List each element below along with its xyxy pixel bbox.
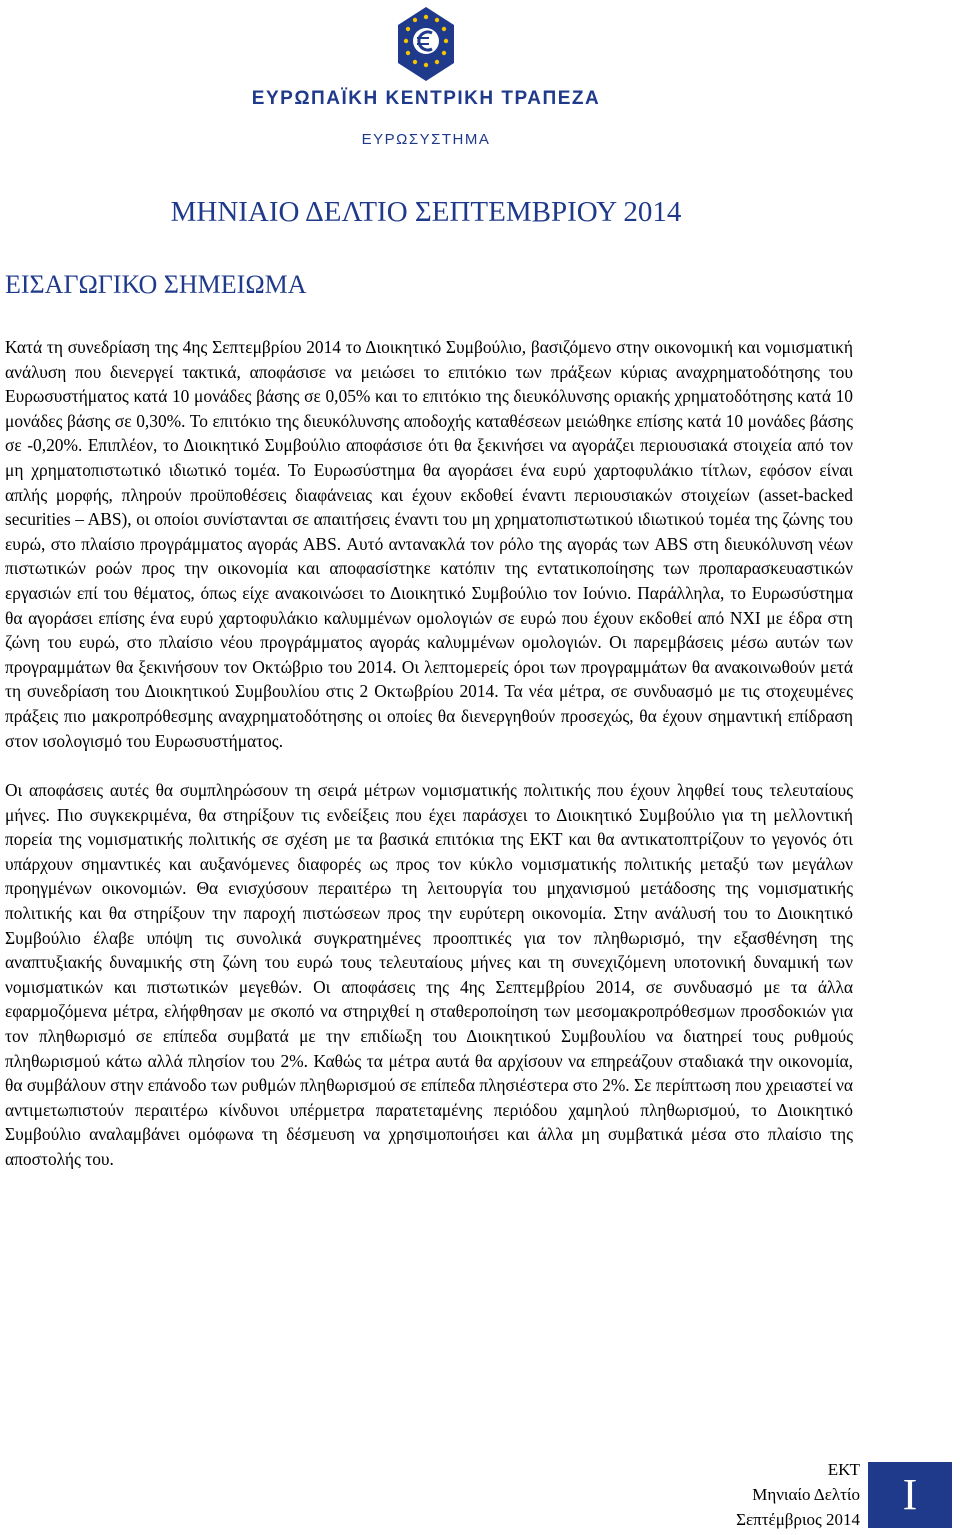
footer-publication: Μηνιαίο Δελτίο: [752, 1485, 860, 1504]
footer-date: Σεπτέμβριος 2014: [736, 1510, 860, 1529]
bank-name: ΕΥΡΩΠΑΪΚΗ ΚΕΝΤΡΙΚΗ ΤΡΑΠΕΖΑ: [251, 88, 601, 109]
document-title: ΜΗΝΙΑΙΟ ΔΕΛΤΙΟ ΣΕΠΤΕΜΒΡΙΟΥ 2014: [170, 196, 682, 228]
paragraph-1: Κατά τη συνεδρίαση της 4ης Σεπτεμβρίου 2014 το Διοικητικό Συμβούλιο, βασιζόμενο στην οικονομική και νομισματική ανάλυση που διενεργεί τακτικά, αποφάσισε να μειώσει το επιτόκιο των πράξεων κύριας αναχρηματοδότησης του Ευρωσυστήματος κατά 10 μονάδες βάσης σε 0,05% και το επιτόκιο της διευκόλυνσης οριακής χρηματοδότησης κατά 10 μονάδες βάσης σε 0,30%. Το επιτόκιο της διευκόλυνσης αποδοχής καταθέσεων μειώθηκε επίσης κατά 10 μονάδες βάσης σε -0,20%. Επιπλέον, το Διοικητικό Συμβούλιο αποφάσισε ότι θα ξεκινήσει να αγοράζει περιουσιακά στοιχεία από τον μη χρηματοπιστωτικό ιδιωτικό τομέα. Το Ευρωσύστημα θα αγοράσει ένα ευρύ χαρτοφυλάκιο τίτλων, εφόσον είναι απλής μορφής, πληρούν προϋποθέσεις διαφάνειας και έχουν εκδοθεί έναντι περιουσιακών στοιχείων (asset-backed securities – ABS), οι οποίοι συνίστανται σε απαιτήσεις έναντι του μη χρηματοπιστωτικού ιδιωτικού τομέα της ζώνης του ευρώ, στο πλαίσιο προγράμματος αγοράς ABS. Αυτό αντανακλά τον ρόλο της αγοράς των ABS στη διευκόλυνση νέων πιστωτικών ροών προς την οικονομία και αποφασίστηκε κατόπιν της εντατικοποίησης των προπαρασκευαστικών εργασιών επί του θέματος, όπως είχε ανακοινώσει το Διοικητικό Συμβούλιο τον Ιούνιο. Παράλληλα, το Ευρωσύστημα θα αγοράσει επίσης ένα ευρύ χαρτοφυλάκιο καλυμμένων ομολογιών σε ευρώ που έχουν εκδοθεί από ΝΧΙ με έδρα στη ζώνη του ευρώ, στο πλαίσιο νέου προγράμματος αγοράς καλυμμένων ομολογιών. Οι παρεμβάσεις μέσω αυτών των προγραμμάτων θα ξεκινήσουν τον Οκτώβριο του 2014. Οι λεπτομερείς όροι των προγραμμάτων θα ανακοινωθούν μετά τη συνεδρίαση του Διοικητικού Συμβουλίου στις 2 Οκτωβρίου 2014. Τα νέα μέτρα, σε συνδυασμό με τις στοχευμένες πράξεις πιο μακροπρόθεσμης αναχρηματοδότησης οι οποίες θα διενεργηθούν προσεχώς, θα έχουν σημαντική επίδραση στον ισολογισμό του Ευρωσυστήματος.: [5, 337, 853, 751]
ecb-euro-logo-icon: [394, 5, 458, 83]
paragraph-2: Οι αποφάσεις αυτές θα συμπληρώσουν τη σειρά μέτρων νομισματικής πολιτικής που έχουν ληφθεί τους τελευταίους μήνες. Πιο συγκεκριμένα, θα στηρίξουν τις ενδείξεις που έχει παράσχει το Διοικητικό Συμβούλιο για τη μελλοντική πορεία της νομισματικής πολιτικής σε σχέση με τα βασικά επιτόκια της ΕΚΤ και θα αντικατοπτρίζουν το γεγονός ότι υπάρχουν σημαντικές και αυξανόμενες διαφορές ως προς τον κύκλο νομισματικής πολιτικής μεταξύ των μεγάλων προηγμένων οικονομιών. Θα ενισχύσουν περαιτέρω τη λειτουργία του μηχανισμού μετάδοσης της νομισματικής πολιτικής και θα στηρίξουν την παροχή πιστώσεων προς την ευρύτερη οικονομία. Στην ανάλυσή του το Διοικητικό Συμβούλιο έλαβε υπόψη τις συνολικά συγκρατημένες προοπτικές για τον πληθωρισμό, την εξασθένηση της αναπτυξιακής δυναμικής στη ζώνη του ευρώ τους τελευταίους μήνες και τη συνεχιζόμενη υποτονική δυναμική των νομισματικών και πιστωτικών μεγεθών. Οι αποφάσεις της 4ης Σεπτεμβρίου 2014, σε συνδυασμό με τα άλλα εφαρμοζόμενα μέτρα, ελήφθησαν με σκοπό να στηριχθεί η σταθεροποίηση των μεσομακροπρόθεσμων προσδοκιών για τον πληθωρισμό σε επίπεδα συμβατά με την επιδίωξη του Διοικητικού Συμβουλίου να διατηρεί τους ρυθμούς πληθωρισμού κάτω αλλά πλησίον του 2%. Καθώς τα μέτρα αυτά θα αρχίσουν να επηρεάζουν σταδιακά την οικονομία, θα συμβάλουν στην επάνοδο των ρυθμών πληθωρισμού σε επίπεδα πλησιέστερα στο 2%. Σε περίπτωση που χρειαστεί να αντιμετωπιστούν περαιτέρω κίνδυνοι υπέρμετρα παρατεταμένης περιόδου χαμηλού πληθωρισμού, το Διοικητικό Συμβούλιο αναλαμβάνει ομόφωνα τη δέσμευση να χρησιμοποιήσει και άλλα μη συμβατικά μέσα στο πλαίσιο της αποστολής του.: [5, 780, 853, 1169]
footer-publisher: ΕΚΤ: [827, 1460, 860, 1479]
section-heading: ΕΙΣΑΓΩΓΙΚΟ ΣΗΜΕΙΩΜΑ: [5, 270, 307, 299]
eurosystem-label: ΕΥΡΩΣΥΣΤΗΜΑ: [361, 131, 491, 148]
document-body: [5, 335, 853, 1197]
page-number: I: [868, 1462, 952, 1528]
page-footer: [700, 1457, 860, 1532]
